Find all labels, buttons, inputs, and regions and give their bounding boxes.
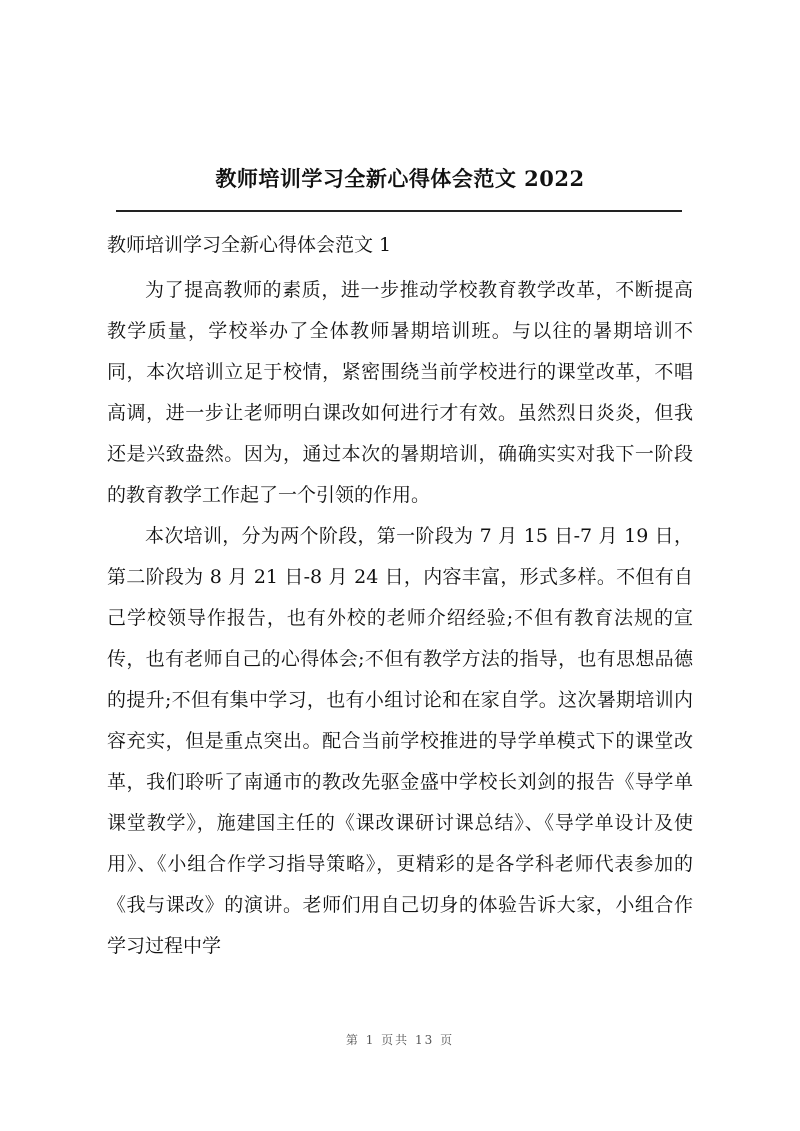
document-title: 教师培训学习全新心得体会范文 2022 xyxy=(215,166,585,191)
section-heading: 教师培训学习全新心得体会范文 1 xyxy=(107,234,392,256)
paragraph-2: 本次培训，分为两个阶段，第一阶段为 7 月 15 日-7 月 19 日，第二阶段为 8 月 21 日-8 月 24 日，内容丰富，形式多样。不但有自己学校领导作报告，也有外校的老师介绍经验;不但有教育法规的宣传，也有老师自己的心得体会;不但有教学方法的指导，也有思想品德的提升;不但有集中学习，也有小组讨论和在家自学。这次暑期培训内容充实，但是重点突出。配合当前学校推进的导学单模式下的课堂改革，我们聆听了南通市的教改先驱金盛中学校长刘剑的报告《导学单课堂教学》，施建国主任的《课改课研讨课总结》、《导学单设计及使用》、《小组合作学习指导策略》，更精彩的是各学科老师代表参加的《我与课改》的演讲。老师们用自己切身的体验告诉大家，小组合作学习过程中学 xyxy=(107,525,693,957)
paragraph-1: 为了提高教师的素质，进一步推动学校教育教学改革，不断提高教学质量，学校举办了全体教师暑期培训班。与以往的暑期培训不同，本次培训立足于校情，紧密围绕当前学校进行的课堂改革，不唱高调，进一步让老师明白课改如何进行才有效。虽然烈日炎炎，但我还是兴致盎然。因为，通过本次的暑期培训，确确实实对我下一阶段的教育教学工作起了一个引领的作用。 xyxy=(107,279,693,506)
page-number-footer: 第 1 页共 13 页 xyxy=(345,1033,455,1047)
body-text xyxy=(107,270,693,967)
title-divider xyxy=(116,210,682,212)
